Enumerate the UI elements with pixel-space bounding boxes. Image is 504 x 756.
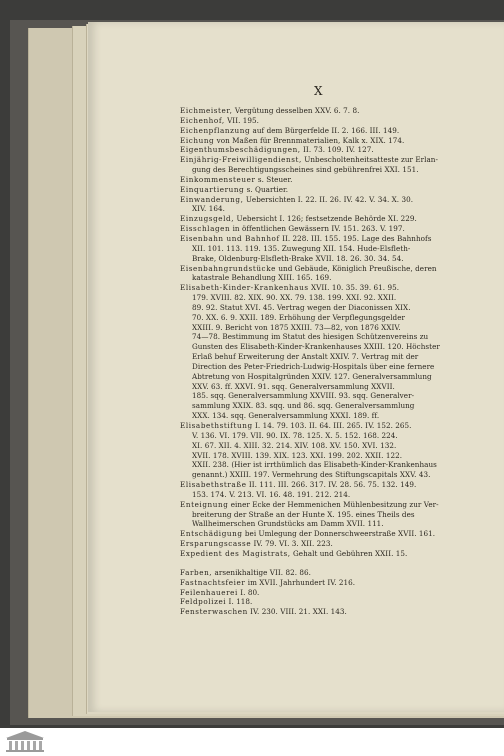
entry-headword: Entschädigung — [180, 529, 243, 539]
entry-headword: Eisenbahngrundstücke — [180, 263, 276, 273]
entry-continuation: genannt.) XXIII. 197. Vermehrung des Stiftungscapitals XXV. 43. — [192, 470, 431, 480]
entry-references: II. 228. III. 155. 195. Lage des Bahnhofs — [279, 233, 432, 243]
entry-headword: Einquartierung — [180, 184, 245, 194]
entry-continuation: Wallheimerschen Grundstücks am Damm XVII. 111. — [192, 519, 384, 529]
entry-references: Uebersicht I. 126; festsetzende Behörde XI. 229. — [234, 214, 417, 224]
entry-headword: Fensterwaschen — [180, 607, 248, 617]
entry-continuation: XI. 67. XII. 4. XIII. 32. 214. XIV. 108. XV. 150. XVI. 132. — [192, 440, 397, 450]
entry-references: s. Steuer. — [255, 174, 293, 184]
entry-continuation: XXX. 134. sqq. Generalversammlung XXXI. 189. ff. — [192, 411, 380, 421]
index-entry — [180, 264, 478, 284]
entry-references: II. 73. 109. IV. 127. — [300, 145, 374, 155]
index-entry — [180, 145, 478, 155]
entry-continuation: 89. 92. Statut XVI. 45. Vertrag wegen der Diaconissen XIX. — [192, 302, 411, 312]
entry-headword: Farben, — [180, 567, 213, 577]
index-entry — [180, 234, 478, 264]
index-entry — [180, 539, 478, 549]
entry-references: Unbescholtenheitsatteste zur Erlan- — [301, 155, 438, 165]
index-entry — [180, 106, 478, 116]
index-entry — [180, 195, 478, 215]
entry-references: IV. 230. VIII. 21. XXI. 143. — [247, 607, 347, 617]
entry-continuation: Direction des Peter-Friedrich-Ludwig-Hospitals über eine fernere — [192, 361, 435, 371]
entry-headword: Elisabethstraße — [180, 480, 247, 490]
entry-references: in öffentlichen Gewässern IV. 151. 263. V. 197. — [230, 224, 405, 234]
entry-references: I. 80. — [237, 587, 260, 597]
index-entry — [180, 549, 478, 559]
entry-continuation: XIV. 164. — [192, 204, 225, 214]
entry-continuation: V. 136. VI. 179. VII. 90. IX. 78. 125. X. 5. 152. 168. 224. — [192, 430, 398, 440]
index-entry — [180, 421, 478, 480]
entry-headword: Ersparungscasse — [180, 539, 252, 549]
entry-continuation: breiterung der Straße an der Hunte X. 195. eines Theils des — [192, 509, 415, 519]
entry-headword: Eichenhof, — [180, 115, 225, 125]
entry-references: Vergütung desselben XXV. 6. 7. 8. — [232, 106, 360, 115]
entry-references: I. 14. 79. 103. II. 64. III. 265. IV. 152. 265. — [252, 421, 412, 430]
entry-continuation: gung des Berechtigungsscheines sind gebührenfrei XXI. 151. — [192, 165, 419, 175]
index-entry — [180, 529, 478, 539]
entry-headword: Einkommensteuer — [180, 174, 256, 184]
index-entry — [180, 588, 478, 598]
entry-continuation: 70. XX. 6. 9. XXII. 189. Erhöhung der Verpflegungsgelder — [192, 312, 405, 322]
index-entry — [180, 607, 478, 617]
entry-references: bei Umlegung der Donnerschweerstraße XVII. 161. — [242, 529, 436, 539]
entry-continuation: XVII. 178. XVIII. 139. XIX. 123. XXI. 199. 202. XXII. 122. — [192, 450, 403, 460]
entry-continuation: Gunsten des Elisabeth-Kinder-Krankenhauses XXIII. 120. Höchster — [192, 342, 440, 352]
entry-continuation: sammlung XXIX. 83. sqq. und 86. sqq. Generalversammlung — [192, 401, 415, 411]
entry-headword: Eigenthumsbeschädigungen, — [180, 145, 301, 155]
entry-references: einer Ecke der Hemmenichen Mühlenbesitzung zur Ver- — [228, 499, 439, 509]
entry-headword: Eichenpflanzung — [180, 125, 251, 135]
entry-references: von Maßen für Brennmaterialien, Kalk x. XIX. 174. — [214, 135, 405, 145]
entry-continuation: XXIII. 9. Bericht von 1875 XXIII. 73—82, von 1876 XXIV. — [192, 322, 401, 332]
index-entry — [180, 155, 478, 175]
index-entry — [180, 480, 478, 500]
entry-references: Gehalt und Gebühren XXII. 15. — [290, 548, 408, 558]
entry-headword: Eichmeister, — [180, 106, 233, 115]
entry-continuation: XXII. 238. (Hier ist irrthümlich das Elisabeth-Kinder-Krankenhaus — [192, 460, 437, 470]
entry-headword: Eisschlagen — [180, 224, 231, 234]
entry-headword: Feldpolizei — [180, 597, 227, 607]
index-entry — [180, 126, 478, 136]
entry-continuation: Abtretung von Hospitalgründen XXIV. 127. Generalversammlung — [192, 371, 432, 381]
entry-headword: Enteignung — [180, 499, 229, 509]
index-entries — [180, 106, 478, 617]
entry-continuation: XII. 101. 113. 119. 135. Zuwegung XII. 154. Hude-Elsfleth- — [192, 243, 411, 253]
entry-references: und Gebäude, Königlich Preußische, deren — [276, 263, 437, 273]
section-gap — [180, 559, 478, 568]
footer-strip — [0, 728, 504, 756]
entry-references: XVII. 10. 35. 39. 61. 95. — [308, 283, 400, 293]
entry-continuation: 153. 174. V. 213. VI. 16. 48. 191. 212. 214. — [192, 489, 351, 499]
entry-references: II. 111. III. 266. 317. IV. 28. 56. 75. 132. 149. — [246, 480, 417, 490]
entry-continuation: XXV. 63. ff. XXVI. 91. sqq. Generalversammlung XXVII. — [192, 381, 395, 391]
entry-headword: Feilenhauerei — [180, 587, 238, 597]
entry-references: VII. 195. — [224, 115, 259, 125]
entry-references: arsenikhaltige VII. 82. 86. — [212, 567, 311, 577]
index-entry — [180, 224, 478, 234]
index-entry — [180, 597, 478, 607]
index-entry — [180, 175, 478, 185]
index-entry — [180, 568, 478, 578]
index-entry — [180, 136, 478, 146]
entry-headword: Eisenbahn und Bahnhof — [180, 233, 280, 243]
entry-references: I. 118. — [226, 597, 253, 607]
entry-continuation: 74—78. Bestimmung im Statut des hiesigen Schützenvereins zu — [192, 332, 429, 342]
entry-headword: Elisabethstiftung — [180, 421, 253, 430]
entry-references: im XVII. Jahrhundert IV. 216. — [245, 577, 356, 587]
entry-references: Uebersichten I. 22. II. 26. IV. 42. V. 34. X. 30. — [243, 194, 414, 204]
entry-continuation: katastrale Behandlung XIII. 165. 169. — [192, 273, 332, 283]
entry-continuation: 179. XVIII. 82. XIX. 90. XX. 79. 138. 199. XXI. 92. XXII. — [192, 293, 397, 303]
index-entry — [180, 283, 478, 421]
entry-references: IV. 79. VI. 3. XII. 223. — [251, 539, 333, 549]
entry-continuation: Erlaß behuf Erweiterung der Anstalt XXIV. 7. Vertrag mit der — [192, 352, 419, 362]
entry-headword: Expedient des Magistrats, — [180, 548, 291, 558]
entry-headword: Elisabeth-Kinder-Krankenhaus — [180, 283, 309, 293]
page-number: X — [314, 84, 323, 98]
entry-headword: Einjährig-Freiwilligendienst, — [180, 155, 302, 165]
entry-continuation: 185. sqq. Generalversammlung XXVIII. 93. sqq. Generalver- — [192, 391, 415, 401]
index-entry — [180, 214, 478, 224]
entry-headword: Eichung — [180, 135, 215, 145]
entry-headword: Einzugsgeld, — [180, 214, 235, 224]
entry-headword: Einwanderung, — [180, 194, 244, 204]
entry-references: s. Quartier. — [244, 184, 289, 194]
entry-continuation: Brake, Oldenburg-Elsfleth-Brake XVII. 18. 26. 30. 34. 54. — [192, 253, 404, 263]
index-entry — [180, 116, 478, 126]
entry-headword: Fastnachtsfeier — [180, 577, 246, 587]
index-entry — [180, 185, 478, 195]
library-building-icon — [4, 729, 46, 753]
index-entry — [180, 578, 478, 588]
entry-references: auf dem Bürgerfelde II. 2. 166. III. 149. — [250, 125, 400, 135]
index-entry — [180, 500, 478, 530]
